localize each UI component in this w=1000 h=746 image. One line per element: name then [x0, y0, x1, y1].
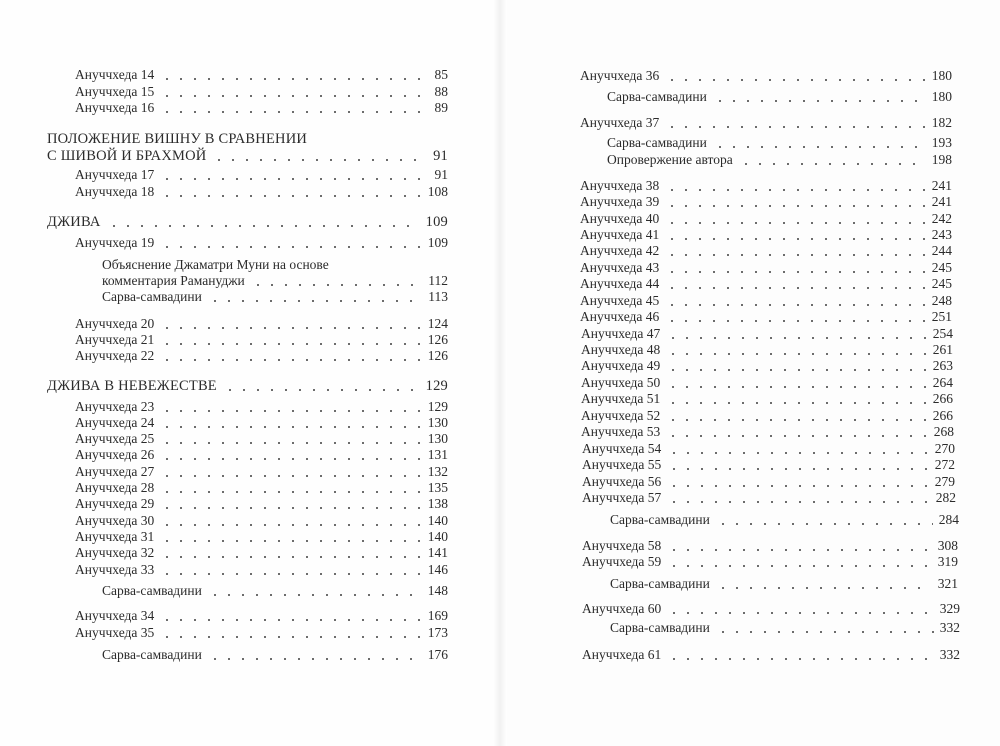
- toc-page-number: 242: [931, 211, 952, 226]
- toc-dot-leader: [667, 549, 931, 551]
- left-toc-entry: [47, 378, 448, 394]
- toc-dot-leader: [208, 594, 422, 596]
- left-toc-entry: [75, 316, 448, 332]
- toc-entry-title: Ануччхеда 16: [75, 100, 155, 115]
- toc-dot-leader: [160, 195, 421, 197]
- toc-entry-title: Сарва-самвадини: [607, 89, 707, 104]
- toc-entry-title: Ануччхеда 41: [580, 227, 660, 242]
- left-toc-entry: [75, 545, 448, 561]
- toc-page-number: 272: [934, 457, 955, 472]
- toc-page-number: 109: [425, 214, 448, 230]
- toc-dot-leader: [667, 485, 928, 487]
- left-toc-entry: [75, 348, 448, 364]
- left-toc-entry: [75, 529, 448, 545]
- right-toc-entry: [610, 576, 958, 592]
- toc-page-number: 270: [934, 441, 955, 456]
- left-toc-entry: [75, 84, 448, 100]
- toc-page-number: 113: [428, 289, 448, 304]
- right-toc-entry: [580, 115, 952, 131]
- toc-dot-leader: [666, 419, 926, 421]
- toc-entry-title: Сарва-самвадини: [610, 620, 710, 635]
- toc-entry-title: Ануччхеда 34: [75, 608, 155, 623]
- right-toc-entry: [581, 326, 953, 342]
- left-toc-entry: [75, 235, 448, 251]
- toc-page-number: 251: [931, 309, 952, 324]
- toc-entry-title: Сарва-самвадини: [102, 647, 202, 662]
- toc-entry-title: Сарва-самвадини: [610, 576, 710, 591]
- toc-page-number: 180: [931, 68, 952, 83]
- toc-entry-title: Объяснение Джаматри Муни на основе: [102, 257, 329, 272]
- toc-dot-leader: [666, 402, 926, 404]
- toc-page-number: 282: [935, 490, 956, 505]
- toc-entry-title: комментария Рамануджи: [102, 273, 245, 288]
- toc-entry-title: Ануччхеда 44: [580, 276, 660, 291]
- toc-dot-leader: [716, 631, 934, 633]
- toc-page-number: 321: [937, 576, 958, 591]
- toc-dot-leader: [160, 246, 421, 248]
- toc-dot-leader: [665, 320, 925, 322]
- toc-page-number: 193: [931, 135, 952, 150]
- toc-dot-leader: [107, 225, 420, 227]
- left-toc-entry: [75, 184, 448, 200]
- right-toc-entry: [610, 620, 960, 636]
- toc-page-number: 243: [931, 227, 952, 242]
- left-toc-entry: [75, 431, 448, 447]
- toc-entry-title: Ануччхеда 45: [580, 293, 660, 308]
- toc-dot-leader: [160, 327, 421, 329]
- toc-dot-leader: [666, 435, 927, 437]
- toc-entry-title: Ануччхеда 60: [582, 601, 662, 616]
- right-toc-entry: [581, 408, 953, 424]
- toc-page-number: 182: [931, 115, 952, 130]
- left-toc-entry: [75, 332, 448, 348]
- toc-page-number: 148: [427, 583, 448, 598]
- toc-dot-leader: [665, 254, 925, 256]
- toc-dot-leader: [716, 587, 932, 589]
- toc-dot-leader: [667, 565, 931, 567]
- left-toc-entry: [75, 415, 448, 431]
- left-toc-entry: [75, 447, 448, 463]
- toc-page-number: 141: [427, 545, 448, 560]
- toc-page-number: 131: [427, 447, 448, 462]
- toc-page-number: 129: [425, 378, 448, 394]
- left-toc-entry: [102, 647, 448, 663]
- right-toc-entry: [581, 358, 953, 374]
- toc-entry-title: Ануччхеда 15: [75, 84, 155, 99]
- toc-entry-title: Ануччхеда 43: [580, 260, 660, 275]
- toc-dot-leader: [665, 126, 925, 128]
- toc-page-number: 140: [427, 529, 448, 544]
- right-toc-entry: [580, 178, 952, 194]
- right-toc-entry: [582, 457, 955, 473]
- toc-page-number: 126: [427, 332, 448, 347]
- toc-entry-title: Ануччхеда 21: [75, 332, 155, 347]
- toc-entry-title: Ануччхеда 47: [581, 326, 661, 341]
- toc-entry-title: Ануччхеда 19: [75, 235, 155, 250]
- toc-page-number: 284: [938, 512, 959, 527]
- toc-page-number: 329: [939, 601, 960, 616]
- toc-dot-leader: [160, 410, 421, 412]
- left-toc-entry: [75, 167, 448, 183]
- toc-page-number: 176: [427, 647, 448, 662]
- toc-entry-title: Ануччхеда 57: [582, 490, 662, 505]
- right-toc-entry: [580, 260, 952, 276]
- toc-dot-leader: [160, 507, 421, 509]
- right-toc-entry: [581, 375, 953, 391]
- right-toc-entry: [580, 293, 952, 309]
- toc-page-number: 112: [428, 273, 448, 288]
- toc-page-number: 135: [427, 480, 448, 495]
- right-toc-entry: [607, 89, 952, 105]
- toc-page-number: 130: [427, 415, 448, 430]
- toc-entry-title: Ануччхеда 52: [581, 408, 661, 423]
- toc-page-number: 261: [932, 342, 953, 357]
- toc-page-number: 332: [939, 647, 960, 662]
- toc-entry-title: Ануччхеда 24: [75, 415, 155, 430]
- toc-dot-leader: [665, 189, 925, 191]
- toc-dot-leader: [667, 468, 928, 470]
- toc-entry-title: Ануччхеда 58: [582, 538, 662, 553]
- toc-dot-leader: [667, 452, 928, 454]
- toc-dot-leader: [665, 287, 925, 289]
- toc-page-number: 108: [427, 184, 448, 199]
- left-toc-entry: [75, 67, 448, 83]
- toc-dot-leader: [160, 556, 421, 558]
- left-toc-entry: [47, 131, 448, 147]
- right-toc-entry: [582, 554, 958, 570]
- toc-dot-leader: [160, 619, 421, 621]
- toc-page-number: 130: [427, 431, 448, 446]
- toc-dot-leader: [713, 100, 926, 102]
- toc-entry-title: Ануччхеда 49: [581, 358, 661, 373]
- toc-dot-leader: [160, 78, 428, 80]
- right-toc-entry: [580, 194, 952, 210]
- toc-dot-leader: [665, 304, 925, 306]
- toc-dot-leader: [251, 284, 422, 286]
- toc-dot-leader: [160, 111, 428, 113]
- toc-entry-title: Ануччхеда 28: [75, 480, 155, 495]
- right-toc-entry: [582, 601, 960, 617]
- right-toc-entry: [581, 342, 953, 358]
- toc-page-number: 279: [934, 474, 955, 489]
- toc-page-number: 91: [434, 167, 448, 182]
- toc-page-number: 241: [931, 178, 952, 193]
- toc-page-number: 319: [937, 554, 958, 569]
- toc-entry-title: Ануччхеда 61: [582, 647, 662, 662]
- toc-page-number: 173: [427, 625, 448, 640]
- left-toc-entry: [75, 625, 448, 641]
- right-toc-entry: [580, 68, 952, 84]
- toc-entry-title: Ануччхеда 38: [580, 178, 660, 193]
- left-toc-entry: [75, 562, 448, 578]
- toc-page-number: 266: [932, 391, 953, 406]
- toc-dot-leader: [160, 491, 421, 493]
- toc-entry-title: Ануччхеда 20: [75, 316, 155, 331]
- right-toc-entry: [607, 152, 952, 168]
- toc-entry-title: Ануччхеда 23: [75, 399, 155, 414]
- toc-page-number: 132: [427, 464, 448, 479]
- right-toc-entry: [580, 211, 952, 227]
- toc-entry-title: Ануччхеда 56: [582, 474, 662, 489]
- toc-page-number: 124: [427, 316, 448, 331]
- right-toc-entry: [582, 474, 955, 490]
- toc-page-number: 126: [427, 348, 448, 363]
- toc-dot-leader: [160, 524, 421, 526]
- toc-dot-leader: [667, 501, 929, 503]
- toc-dot-leader: [667, 658, 933, 660]
- toc-entry-title: Сарва-самвадини: [610, 512, 710, 527]
- right-toc-entry: [580, 309, 952, 325]
- toc-dot-leader: [160, 636, 421, 638]
- toc-entry-title: Ануччхеда 46: [580, 309, 660, 324]
- left-toc-entry: [75, 496, 448, 512]
- toc-page-number: 248: [931, 293, 952, 308]
- toc-page-number: 146: [427, 562, 448, 577]
- toc-dot-leader: [160, 178, 428, 180]
- toc-dot-leader: [160, 359, 421, 361]
- toc-entry-title: ДЖИВА: [47, 214, 101, 230]
- toc-entry-title: Сарва-самвадини: [102, 289, 202, 304]
- toc-dot-leader: [160, 442, 421, 444]
- left-toc-entry: [102, 257, 448, 273]
- toc-entry-title: С ШИВОЙ И БРАХМОЙ: [47, 148, 207, 164]
- toc-dot-leader: [160, 540, 421, 542]
- toc-entry-title: Ануччхеда 40: [580, 211, 660, 226]
- left-toc-entry: [47, 214, 448, 230]
- right-toc-entry: [582, 538, 958, 554]
- toc-entry-title: Ануччхеда 50: [581, 375, 661, 390]
- toc-page-number: 109: [427, 235, 448, 250]
- right-toc-entry: [582, 441, 955, 457]
- left-toc-entry: [75, 464, 448, 480]
- toc-entry-title: Ануччхеда 30: [75, 513, 155, 528]
- toc-page-number: 264: [932, 375, 953, 390]
- toc-page-number: 266: [932, 408, 953, 423]
- toc-dot-leader: [160, 343, 421, 345]
- right-toc-entry: [607, 135, 952, 151]
- toc-dot-leader: [739, 163, 926, 165]
- toc-entry-title: Ануччхеда 18: [75, 184, 155, 199]
- toc-entry-title: Сарва-самвадини: [607, 135, 707, 150]
- toc-page-number: 332: [939, 620, 960, 635]
- toc-entry-title: Ануччхеда 31: [75, 529, 155, 544]
- left-toc-entry: [75, 513, 448, 529]
- right-toc-entry: [580, 276, 952, 292]
- toc-dot-leader: [160, 475, 421, 477]
- book-gutter: [493, 0, 507, 746]
- toc-page-number: 268: [933, 424, 954, 439]
- toc-entry-title: Ануччхеда 35: [75, 625, 155, 640]
- toc-dot-leader: [713, 146, 926, 148]
- toc-page-number: 89: [434, 100, 448, 115]
- toc-entry-title: Ануччхеда 39: [580, 194, 660, 209]
- left-toc-entry: [75, 399, 448, 415]
- right-toc-entry: [580, 243, 952, 259]
- toc-dot-leader: [208, 658, 422, 660]
- toc-entry-title: ДЖИВА В НЕВЕЖЕСТВЕ: [47, 378, 217, 394]
- toc-dot-leader: [665, 222, 925, 224]
- toc-entry-title: Ануччхеда 22: [75, 348, 155, 363]
- toc-entry-title: Ануччхеда 27: [75, 464, 155, 479]
- toc-entry-title: Ануччхеда 51: [581, 391, 661, 406]
- toc-dot-leader: [665, 271, 925, 273]
- toc-dot-leader: [160, 458, 421, 460]
- toc-page-number: 245: [931, 276, 952, 291]
- toc-entry-title: Ануччхеда 17: [75, 167, 155, 182]
- toc-dot-leader: [716, 523, 933, 525]
- left-toc-entry: [102, 583, 448, 599]
- toc-dot-leader: [666, 386, 926, 388]
- right-toc-entry: [582, 647, 960, 663]
- left-toc-entry: [47, 148, 448, 164]
- toc-entry-title: Ануччхеда 59: [582, 554, 662, 569]
- toc-entry-title: Ануччхеда 42: [580, 243, 660, 258]
- toc-entry-title: Ануччхеда 14: [75, 67, 155, 82]
- toc-dot-leader: [667, 612, 933, 614]
- toc-entry-title: Ануччхеда 55: [582, 457, 662, 472]
- toc-entry-title: Ануччхеда 33: [75, 562, 155, 577]
- right-toc-entry: [582, 490, 956, 506]
- toc-dot-leader: [160, 95, 428, 97]
- toc-page-number: 88: [434, 84, 448, 99]
- left-toc-entry: [102, 289, 448, 305]
- toc-page-number: 138: [427, 496, 448, 511]
- right-toc-entry: [580, 227, 952, 243]
- toc-page-number: 254: [932, 326, 953, 341]
- toc-page-number: 245: [931, 260, 952, 275]
- right-toc-entry: [581, 391, 953, 407]
- toc-entry-title: Ануччхеда 54: [582, 441, 662, 456]
- right-toc-entry: [610, 512, 959, 528]
- toc-entry-title: Опровержение автора: [607, 152, 733, 167]
- toc-page-number: 241: [931, 194, 952, 209]
- toc-page-number: 85: [434, 67, 448, 82]
- toc-entry-title: Сарва-самвадини: [102, 583, 202, 598]
- toc-entry-title: Ануччхеда 36: [580, 68, 660, 83]
- left-toc-entry: [75, 100, 448, 116]
- toc-dot-leader: [666, 353, 926, 355]
- toc-dot-leader: [666, 369, 926, 371]
- toc-dot-leader: [665, 238, 925, 240]
- left-toc-entry: [75, 480, 448, 496]
- toc-dot-leader: [160, 573, 421, 575]
- toc-page-number: 198: [931, 152, 952, 167]
- toc-dot-leader: [665, 205, 925, 207]
- toc-entry-title: Ануччхеда 25: [75, 431, 155, 446]
- toc-page-number: 140: [427, 513, 448, 528]
- toc-entry-title: Ануччхеда 48: [581, 342, 661, 357]
- toc-dot-leader: [666, 337, 926, 339]
- toc-entry-title: ПОЛОЖЕНИЕ ВИШНУ В СРАВНЕНИИ: [47, 131, 308, 147]
- toc-entry-title: Ануччхеда 26: [75, 447, 155, 462]
- toc-entry-title: Ануччхеда 53: [581, 424, 661, 439]
- toc-page-number: 91: [433, 148, 448, 164]
- toc-page-number: 169: [427, 608, 448, 623]
- toc-entry-title: Ануччхеда 37: [580, 115, 660, 130]
- toc-entry-title: Ануччхеда 29: [75, 496, 155, 511]
- toc-dot-leader: [665, 79, 925, 81]
- toc-page-number: 263: [932, 358, 953, 373]
- toc-page-number: 180: [931, 89, 952, 104]
- toc-entry-title: Ануччхеда 32: [75, 545, 155, 560]
- toc-page-number: 129: [427, 399, 448, 414]
- left-toc-entry: [102, 273, 448, 289]
- toc-page-number: 244: [931, 243, 952, 258]
- toc-dot-leader: [160, 426, 421, 428]
- toc-page-number: 308: [937, 538, 958, 553]
- toc-dot-leader: [208, 300, 422, 302]
- toc-dot-leader: [223, 389, 420, 391]
- toc-dot-leader: [212, 159, 427, 161]
- left-toc-entry: [75, 608, 448, 624]
- right-toc-entry: [581, 424, 954, 440]
